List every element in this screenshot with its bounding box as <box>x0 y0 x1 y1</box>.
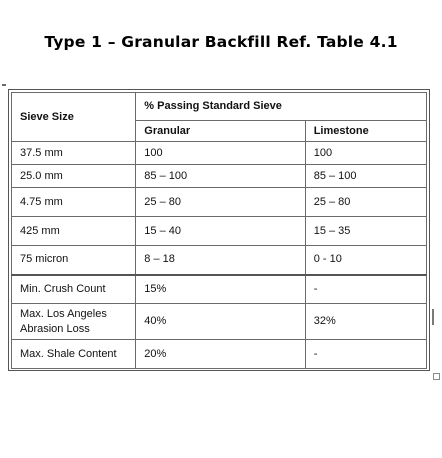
granular-cell: 8 – 18 <box>136 246 305 275</box>
granular-cell: 100 <box>136 142 305 165</box>
granular-cell: 40% <box>136 304 305 340</box>
table-row <box>12 188 427 217</box>
sieve-size-cell: 25.0 mm <box>12 165 136 188</box>
sieve-size-cell: 425 mm <box>12 217 136 246</box>
table-row <box>12 340 427 369</box>
page-title: Type 1 – Granular Backfill Ref. Table 4.1 <box>44 33 398 51</box>
table-row <box>12 275 427 304</box>
header-sieve-size: Sieve Size <box>12 93 136 142</box>
property-label-cell: Max. Los Angeles Abrasion Loss <box>12 304 136 340</box>
limestone-cell: 32% <box>305 304 426 340</box>
granular-cell: 15 – 40 <box>136 217 305 246</box>
header-limestone: Limestone <box>305 121 426 142</box>
limestone-cell: 15 – 35 <box>305 217 426 246</box>
header-percent-passing: % Passing Standard Sieve <box>136 93 427 121</box>
property-label-cell: Max. Shale Content <box>12 340 136 369</box>
table-row <box>12 304 427 340</box>
sieve-size-cell: 4.75 mm <box>12 188 136 217</box>
gradation-table <box>11 92 427 369</box>
granular-cell: 85 – 100 <box>136 165 305 188</box>
property-label-cell: Min. Crush Count <box>12 275 136 304</box>
table-anchor-icon <box>2 84 6 86</box>
table-frame[interactable] <box>8 89 430 371</box>
table-row <box>12 142 427 165</box>
granular-cell: 25 – 80 <box>136 188 305 217</box>
granular-cell: 15% <box>136 275 305 304</box>
table-corner-resize-handle[interactable] <box>433 373 440 380</box>
table-row <box>12 165 427 188</box>
table-row <box>12 217 427 246</box>
limestone-cell: 25 – 80 <box>305 188 426 217</box>
limestone-cell: 85 – 100 <box>305 165 426 188</box>
limestone-cell: 100 <box>305 142 426 165</box>
limestone-cell: - <box>305 275 426 304</box>
header-granular: Granular <box>136 121 305 142</box>
limestone-cell: 0 - 10 <box>305 246 426 275</box>
granular-cell: 20% <box>136 340 305 369</box>
sieve-size-cell: 75 micron <box>12 246 136 275</box>
table-resize-handle[interactable] <box>432 309 434 325</box>
sieve-size-cell: 37.5 mm <box>12 142 136 165</box>
table-row <box>12 246 427 275</box>
limestone-cell: - <box>305 340 426 369</box>
